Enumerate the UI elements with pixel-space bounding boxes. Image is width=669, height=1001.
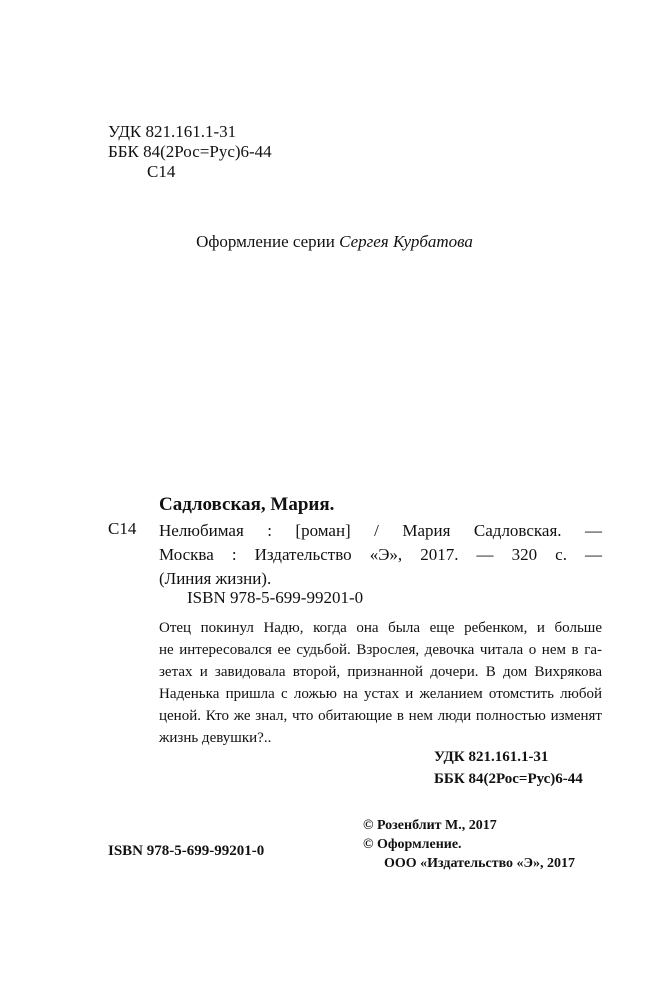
isbn-bottom: ISBN 978-5-699-99201-0 — [108, 843, 265, 859]
annotation-line: ценой. Кто же знал, что обитающие в нем люди полностью изменят — [159, 708, 602, 724]
udk-code-top: УДК 821.161.1-31 — [108, 122, 237, 141]
series-credit-prefix: Оформление серии — [196, 232, 335, 251]
biblio-line: (Линия жизни). — [159, 569, 272, 588]
annotation-line: жизнь девушки?.. — [159, 730, 272, 746]
record-author-mark: С14 — [108, 519, 137, 538]
bbk-code-top: ББК 84(2Рос=Рус)6-44 — [108, 142, 272, 161]
series-design-credit — [0, 232, 669, 252]
biblio-line: Нелюбимая : [роман] / Мария Садловская. — — [159, 521, 602, 540]
record-author: Садловская, Мария. — [159, 494, 335, 515]
biblio-line: Москва : Издательство «Э», 2017. — 320 с. — — [159, 545, 602, 564]
bibliographic-description — [159, 519, 602, 591]
annotation-line: Отец покинул Надю, когда она была еще ребенком, и больше — [159, 620, 602, 636]
udk-code-bottom: УДК 821.161.1-31 — [434, 749, 549, 765]
annotation-line: Наденька пришла с ложью на устах и желанием отомстить любой — [159, 686, 602, 702]
record-isbn: ISBN 978-5-699-99201-0 — [187, 588, 364, 607]
copyright-author: © Розенблит М., 2017 — [363, 818, 497, 833]
author-mark-top: С14 — [147, 162, 176, 181]
copyright-publisher: ООО «Издательство «Э», 2017 — [384, 856, 576, 871]
series-designer-name: Сергея Курбатова — [339, 232, 473, 251]
annotation — [159, 617, 602, 749]
copyright-design: © Оформление. — [363, 837, 462, 852]
bbk-code-bottom: ББК 84(2Рос=Рус)6-44 — [434, 771, 583, 787]
annotation-line: зетах и завидовала второй, признанной дочери. В дом Вихрякова — [159, 664, 602, 680]
annotation-line: не интересовался ее судьбой. Взрослея, девочка читала о нем в га- — [159, 642, 602, 658]
